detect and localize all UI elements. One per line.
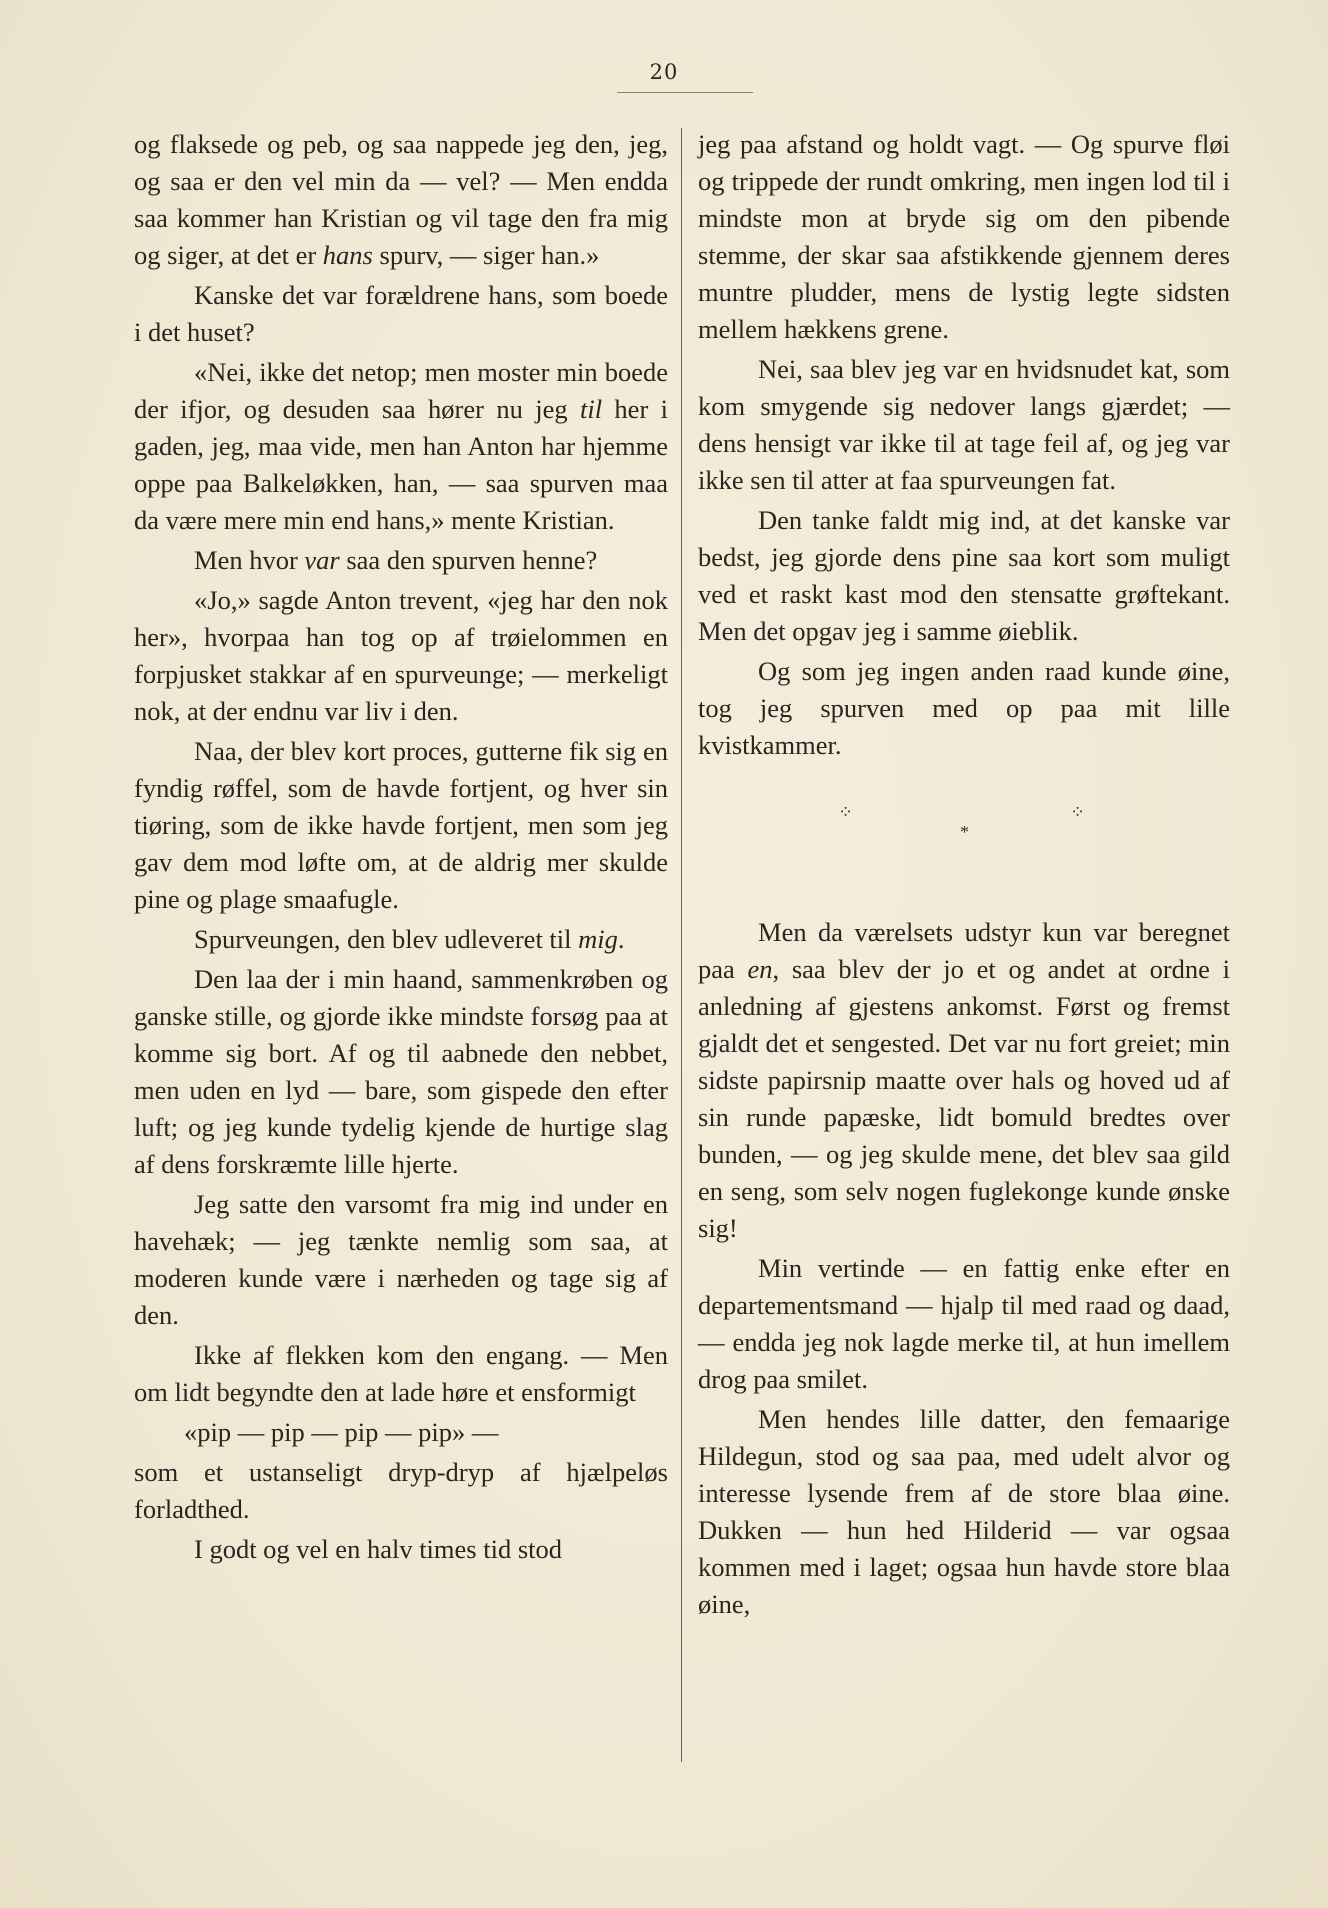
- header-rule: [617, 92, 753, 93]
- left-column-paragraph: Naa, der blev kort proces, gutterne fik sig en fyndig røffel, som de havde fortjent, og hver sin tiøring, som de ikke havde fortjent, men som jeg gav dem mod løfte om, at de aldrig mer skulde pine og plage smaafugle.: [134, 736, 668, 914]
- left-column-paragraph: Spurveungen, den blev udleveret til mig.: [194, 924, 625, 954]
- left-column-paragraph: og flaksede og peb, og saa nappede jeg den, jeg, og saa er den vel min da — vel? — Men endda saa kommer han Kristian og vil tage den fra mig og siger, at det er hans spurv, — siger han.»: [134, 129, 668, 270]
- left-column-paragraph: Jeg satte den varsomt fra mig ind under en havehæk; — jeg tænkte nemlig som saa, at moderen kunde være i nærheden og tage sig af den.: [134, 1189, 668, 1330]
- left-column-paragraph: «Nei, ikke det netop; men moster min boede der ifjor, og desuden saa hører nu jeg til her i gaden, jeg, maa vide, men han Anton har hjemme oppe paa Balkeløkken, han, — saa spurven maa da være mere min end hans,» mente Kristian.: [134, 357, 669, 535]
- left-column-paragraph: I godt og vel en halv times tid stod: [194, 1534, 563, 1564]
- left-column-paragraph: «pip — pip — pip — pip» —: [184, 1417, 499, 1447]
- right-column: [698, 126, 1230, 1626]
- section-break-mark: ⁘: [838, 802, 854, 822]
- right-column-paragraph: Den tanke faldt mig ind, at det kanske var bedst, jeg gjorde dens pine saa kort som muligt ved et raskt kast mod den stensatte grøftekant. Men det opgav jeg i samme øieblik.: [698, 505, 1230, 646]
- right-column-paragraph: Min vertinde — en fattig enke efter en departementsmand — hjalp til med raad og daad, — endda jeg nok lagde merke til, at hun imellem drog paa smilet.: [698, 1253, 1230, 1394]
- left-column-paragraph: Kanske det var forældrene hans, som boede i det huset?: [134, 280, 668, 347]
- right-column-paragraph: jeg paa afstand og holdt vagt. — Og spurve fløi og trippede der rundt omkring, men ingen lod til i mindste mon at bryde sig om den pibende stemme, der skar saa afstikkende gjennem deres muntre pludder, mens de lystig legte sidsten mellem hækkens grene.: [698, 129, 1230, 344]
- left-column-paragraph: Den laa der i min haand, sammenkrøben og ganske stille, og gjorde ikke mindste forsøg paa at komme sig bort. Af og til aabnede den nebbet, men uden en lyd — bare, som gispede den efter luft; og jeg kunde tydelig kjende de hurtige slag af dens forskræmte lille hjerte.: [134, 964, 668, 1179]
- right-column-paragraph: Men da værelsets udstyr kun var beregnet paa en, saa blev der jo et og andet at ordne i anledning af gjestens ankomst. Først og fremst gjaldt det et sengested. Det var nu fort greiet; min sidste papirsnip maatte over hals og hoved ud af sin runde papæske, lidt bomuld bredtes over bunden, — og jeg skulde mene, det blev saa gild en seng, som selv nogen fuglekonge kunde ønske sig!: [698, 917, 1231, 1243]
- left-column: [134, 126, 668, 1571]
- page-number: 20: [649, 60, 679, 84]
- right-column-paragraph: Og som jeg ingen anden raad kunde øine, tog jeg spurven med op paa mit lille kvistkammer.: [698, 656, 1230, 760]
- section-break-mark: *: [960, 822, 969, 842]
- section-break: [698, 784, 1230, 904]
- column-divider: [681, 128, 682, 1762]
- right-column-paragraph: Men hendes lille datter, den femaarige Hildegun, stod og saa paa, med udelt alvor og interesse lysende frem af de store blaa øine. Dukken — hun hed Hilderid — var ogsaa kommen med i laget; ogsaa hun havde store blaa øine,: [698, 1404, 1230, 1619]
- left-column-paragraph: som et ustanseligt dryp-dryp af hjælpeløs forladthed.: [134, 1457, 668, 1524]
- left-column-paragraph: «Jo,» sagde Anton trevent, «jeg har den nok her», hvorpaa han tog op af trøielommen en forpjusket stakkar af en spurveunge; — merkeligt nok, at der endnu var liv i den.: [134, 585, 668, 726]
- section-break-mark: ⁘: [1070, 802, 1086, 822]
- left-column-paragraph: Men hvor var saa den spurven henne?: [194, 545, 598, 575]
- left-column-paragraph: Ikke af flekken kom den engang. — Men om lidt begyndte den at lade høre et ensformigt: [134, 1340, 668, 1407]
- right-column-paragraph: Nei, saa blev jeg var en hvidsnudet kat, som kom smygende sig nedover langs gjærdet; — dens hensigt var ikke til at tage feil af, og jeg var ikke sen til atter at faa spurveungen fat.: [698, 354, 1230, 495]
